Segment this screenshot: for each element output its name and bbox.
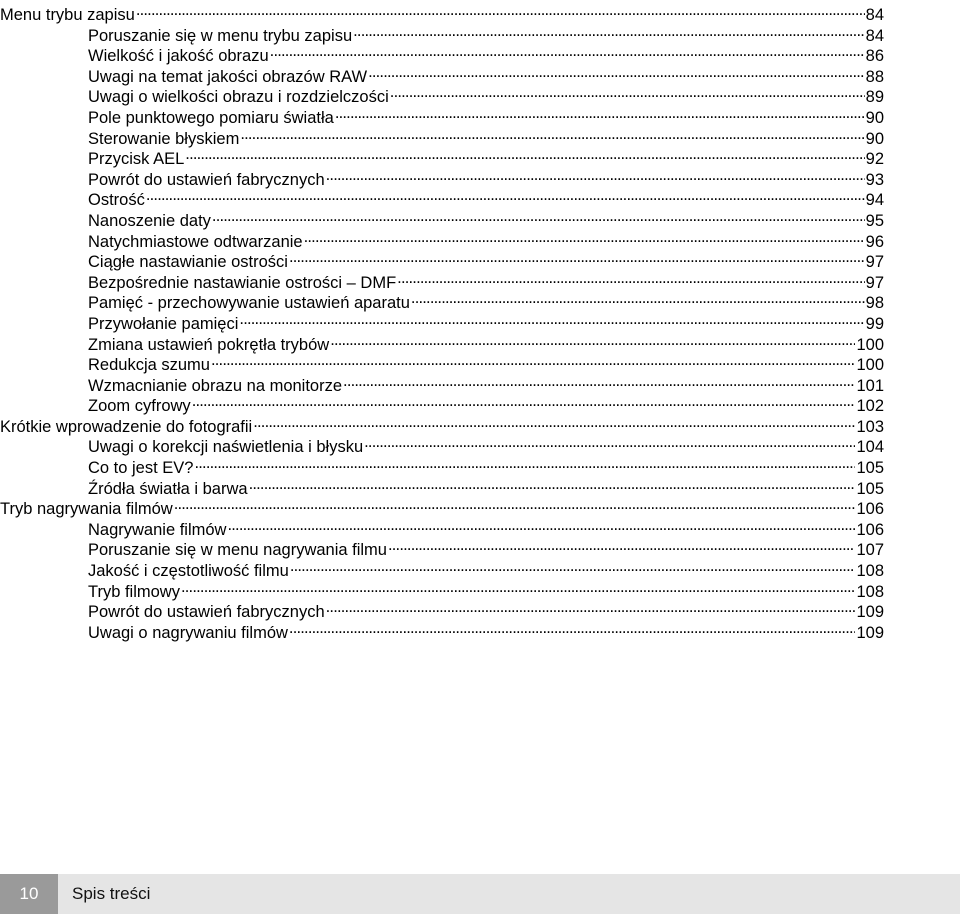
toc-entry[interactable] [0,309,884,333]
toc-entry[interactable] [0,247,884,272]
dot-leader [368,62,865,82]
toc-entry-title: Ostrość [88,191,145,210]
toc-entry-page: 109 [856,603,884,622]
toc-entry-page: 106 [856,520,884,539]
toc-entry[interactable] [0,330,884,354]
dot-leader [194,453,855,473]
toc-entry-page: 93 [865,170,884,189]
toc-entry-page: 84 [865,26,884,45]
toc-entry-page: 105 [856,479,884,498]
toc-entry-page: 107 [856,541,884,560]
toc-entry-title: Menu trybu zapisu [0,6,135,24]
dot-leader [343,371,855,391]
dot-leader [388,535,855,555]
toc-entry[interactable] [0,432,884,457]
toc-entry-page: 100 [856,335,884,354]
toc-entry-title: Źródła światła i barwa [88,479,248,498]
toc-entry-title: Redukcja szumu [88,356,210,375]
toc-entry[interactable] [0,494,884,519]
toc-entry-page: 100 [856,356,884,375]
toc-entry-title: Sterowanie błyskiem [88,129,240,148]
toc-entry-title: Poruszanie się w menu nagrywania filmu [88,541,387,560]
dot-leader [253,412,855,432]
toc-entry-page: 94 [865,191,884,210]
dot-leader [270,41,865,61]
toc-entry-title: Jakość i częstotliwość filmu [88,562,289,581]
toc-entry[interactable] [0,618,884,642]
toc-entry-page: 101 [856,376,884,395]
toc-entry[interactable] [0,556,884,581]
dot-leader [212,206,865,226]
toc-entry-title: Tryb nagrywania filmów [0,500,173,519]
toc-entry[interactable] [0,350,884,375]
toc-entry[interactable] [0,103,884,127]
dot-leader [227,515,855,535]
page-footer [0,874,960,914]
toc-entry-page: 103 [856,417,884,436]
toc-entry-page: 99 [865,314,884,333]
dot-leader [136,0,865,20]
toc-entry-title: Uwagi o nagrywaniu filmów [88,623,288,642]
toc-entry-page: 98 [865,294,884,313]
toc-entry[interactable] [0,227,884,251]
toc-entry[interactable] [0,41,884,66]
toc-entry-title: Przywołanie pamięci [88,314,239,333]
toc-entry-title: Wzmacnianie obrazu na monitorze [88,376,343,395]
toc-entry-page: 92 [865,150,884,169]
toc-entry-page: 95 [865,211,884,230]
toc-entry[interactable] [0,124,884,148]
toc-entry-page: 97 [865,273,884,292]
dot-leader [192,391,856,411]
toc-entry[interactable] [0,82,884,107]
toc-entry[interactable] [0,144,884,169]
toc-entry[interactable] [0,535,884,560]
dot-leader [289,247,865,267]
dot-leader [304,227,865,247]
toc-entry-title: Zmiana ustawień pokrętła trybów [88,335,330,354]
dot-leader [174,494,856,514]
toc-entry[interactable] [0,0,884,24]
dot-leader [146,185,865,205]
toc-entry-title: Nanoszenie daty [88,211,211,230]
toc-entry-page: 90 [865,108,884,127]
toc-entry-page: 97 [865,253,884,272]
dot-leader [330,330,855,350]
toc-entry-page: 88 [865,67,884,86]
toc-entry[interactable] [0,515,884,539]
toc-entry[interactable] [0,288,884,313]
toc-entry-page: 90 [865,129,884,148]
toc-entry[interactable] [0,21,884,45]
toc-entry-title: Zoom cyfrowy [88,397,191,416]
toc-entry-title: Uwagi o korekcji naświetlenia i błysku [88,438,364,457]
dot-leader [335,103,865,123]
toc-entry-title: Powrót do ustawień fabrycznych [88,603,325,622]
toc-entry-page: 86 [865,47,884,66]
dot-leader [390,82,865,102]
toc-entry-page: 109 [856,623,884,642]
toc-entry-page: 102 [856,397,884,416]
dot-leader [185,144,864,164]
toc-entry-page: 105 [856,459,884,478]
toc-entry[interactable] [0,453,884,478]
toc-entry-page: 108 [856,582,884,601]
toc-entry-title: Tryb filmowy [88,582,180,601]
toc-entry-title: Ciągłe nastawianie ostrości [88,253,288,272]
toc-entry[interactable] [0,474,884,498]
toc-entry-page: 104 [856,438,884,457]
dot-leader [211,350,855,370]
toc-entry-title: Natychmiastowe odtwarzanie [88,232,303,251]
toc-entry[interactable] [0,165,884,189]
dot-leader [239,309,864,329]
toc-entry-title: Wielkość i jakość obrazu [88,47,269,66]
toc-entry[interactable] [0,391,884,416]
toc-entry-page: 106 [856,500,884,519]
dot-leader [326,165,865,185]
section-title: Spis treści [72,884,151,903]
toc-entry-page: 89 [865,88,884,107]
toc-entry-title: Bezpośrednie nastawianie ostrości – DMF [88,273,397,292]
toc-entry[interactable] [0,268,884,292]
toc-entry-title: Nagrywanie filmów [88,520,227,539]
dot-leader [326,597,856,617]
toc-entry[interactable] [0,412,884,436]
dot-leader [353,21,865,41]
dot-leader [289,618,856,638]
toc-entry-title: Powrót do ustawień fabrycznych [88,170,325,189]
toc-entry-page: 108 [856,562,884,581]
toc-entry-title: Krótkie wprowadzenie do fotografii [0,417,253,436]
page-number: 10 [0,874,58,914]
toc-entry-title: Poruszanie się w menu trybu zapisu [88,26,353,45]
toc-entry[interactable] [0,371,884,395]
toc-entry[interactable] [0,185,884,210]
dot-leader [249,474,856,494]
toc-entry[interactable] [0,597,884,622]
toc-entry-page: 96 [865,232,884,251]
toc-entry-title: Uwagi o wielkości obrazu i rozdzielczości [88,88,389,107]
dot-leader [181,577,855,597]
toc-entry-title: Uwagi na temat jakości obrazów RAW [88,67,368,86]
dot-leader [240,124,864,144]
toc-entry[interactable] [0,206,884,230]
dot-leader [364,432,855,452]
toc-entry-title: Co to jest EV? [88,459,194,478]
toc-entry[interactable] [0,62,884,86]
toc-entry[interactable] [0,577,884,601]
toc-entry-title: Przycisk AEL [88,150,185,169]
toc-entry-title: Pamięć - przechowywanie ustawień aparatu [88,294,410,313]
dot-leader [290,556,856,576]
dot-leader [411,288,865,308]
toc-entry-page: 84 [865,6,884,24]
dot-leader [397,268,864,288]
toc-entry-title: Pole punktowego pomiaru światła [88,108,334,127]
